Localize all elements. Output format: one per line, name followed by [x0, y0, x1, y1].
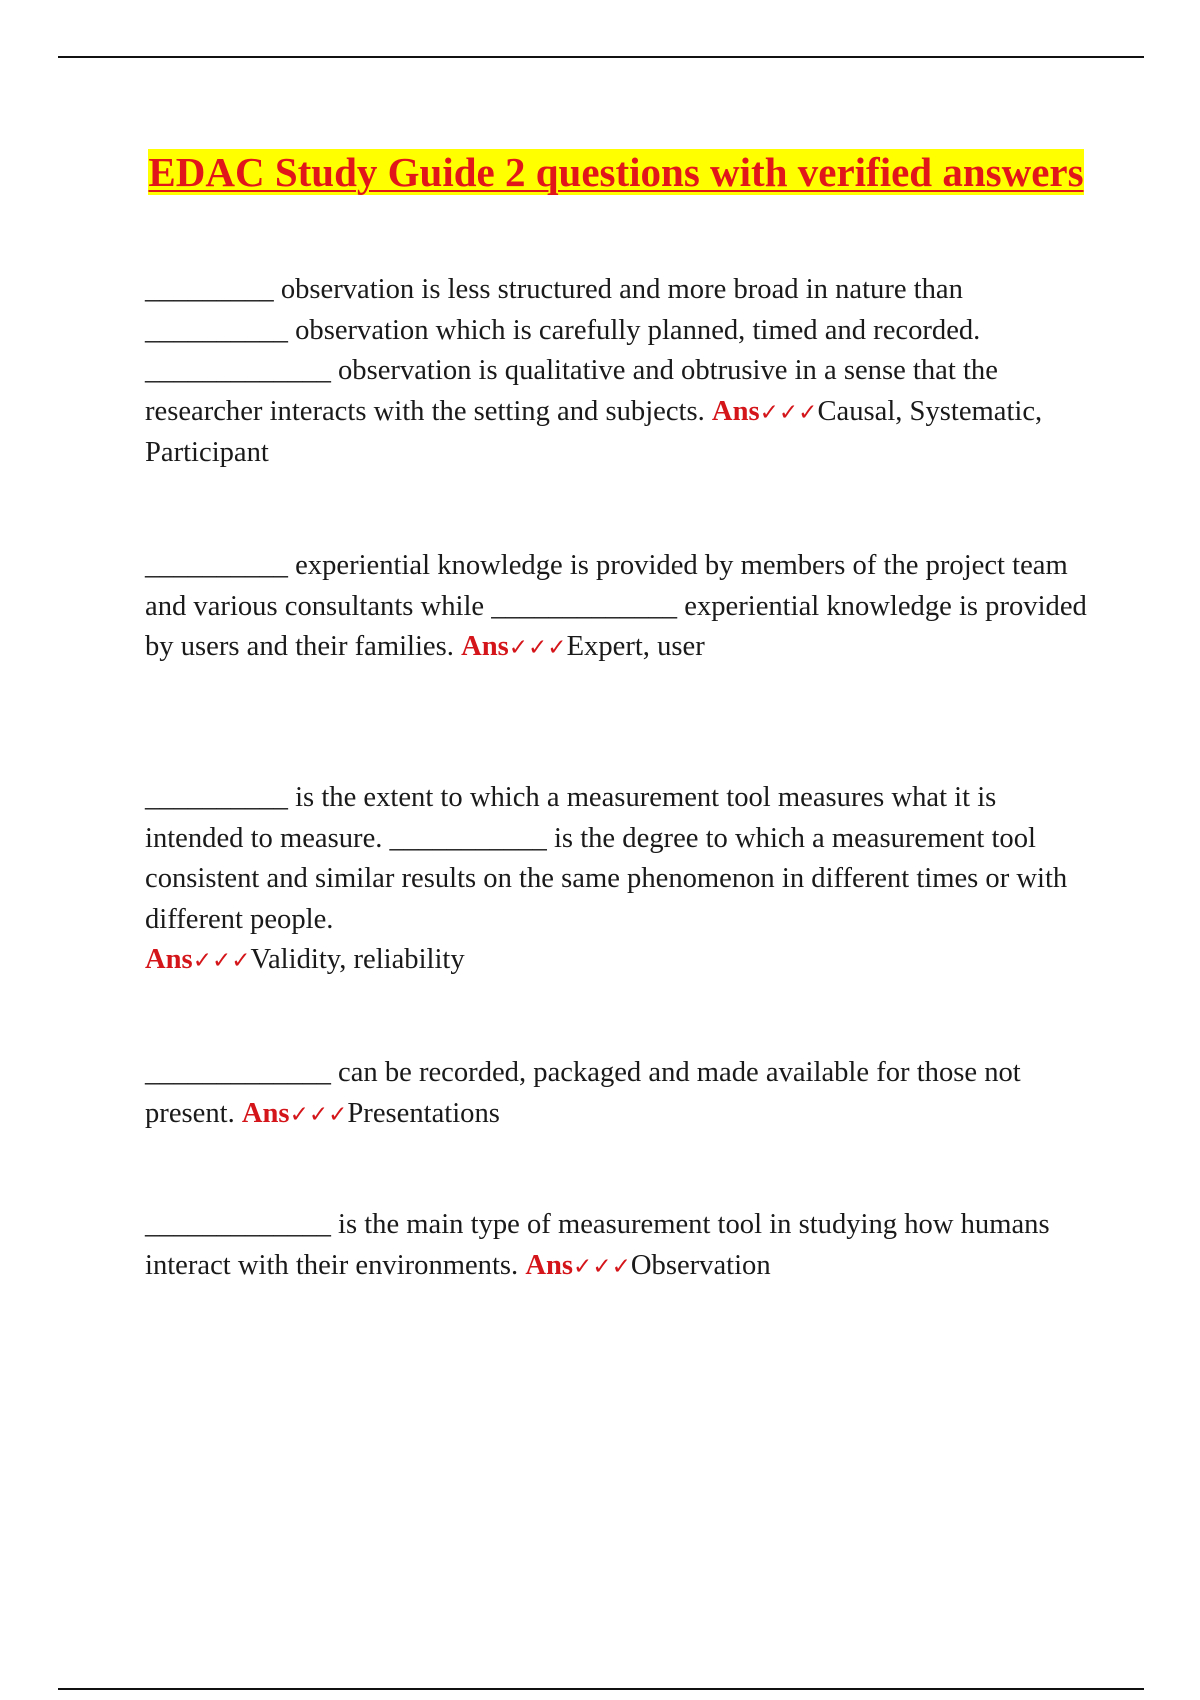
- question-text: _________ observation is less structured and more broad in nature than __________ observation which is carefully planned, timed and recorded. _____________ observation is qualitative and obtrusive in a sense that the researcher interacts with the setting and subjects.: [145, 274, 998, 427]
- check-marks-icon: ✓✓✓: [192, 948, 251, 974]
- qa-item: [145, 1205, 1087, 1287]
- question-text: __________ experiential knowledge is provided by members of the project team and various consultants while _____________ experiential knowledge is provided by users and their families.: [145, 550, 1087, 662]
- answer-text: Causal, Systematic, Participant: [145, 395, 1043, 468]
- qa-item: [145, 546, 1087, 669]
- check-marks-icon: ✓✓✓: [573, 1253, 631, 1280]
- check-marks-icon: ✓✓✓: [508, 635, 567, 661]
- document-title-text: EDAC Study Guide 2 questions with verified answers: [148, 149, 1084, 195]
- answer-text: Presentations: [347, 1097, 500, 1129]
- answer-text: Observation: [630, 1249, 771, 1281]
- answer-label: Ans: [461, 631, 509, 662]
- question-text: __________ is the extent to which a measurement tool measures what it is intended to measure. ___________ is the degree to which a measurement tool consistent and similar results on the same phenomenon in different times or with different people.: [145, 782, 1068, 935]
- check-marks-icon: ✓✓✓: [759, 399, 818, 426]
- question-text: _____________ is the main type of measurement tool in studying how humans interact with their environments.: [145, 1209, 1050, 1281]
- qa-item: [145, 778, 1087, 982]
- answer-text: Expert, user: [566, 631, 705, 662]
- answer-label: Ans: [145, 944, 193, 975]
- qa-item: [145, 270, 1087, 474]
- answer-label: Ans: [525, 1249, 574, 1281]
- answer-text: Validity, reliability: [250, 944, 465, 975]
- qa-item: [145, 1053, 1087, 1135]
- check-marks-icon: ✓✓✓: [289, 1101, 348, 1128]
- header-rule: [58, 56, 1144, 58]
- question-text: _____________ can be recorded, packaged and made available for those not present.: [145, 1057, 1021, 1129]
- footer-rule: [58, 1688, 1144, 1690]
- answer-label: Ans: [711, 395, 760, 427]
- answer-label: Ans: [241, 1097, 290, 1129]
- document-title: [145, 144, 1087, 201]
